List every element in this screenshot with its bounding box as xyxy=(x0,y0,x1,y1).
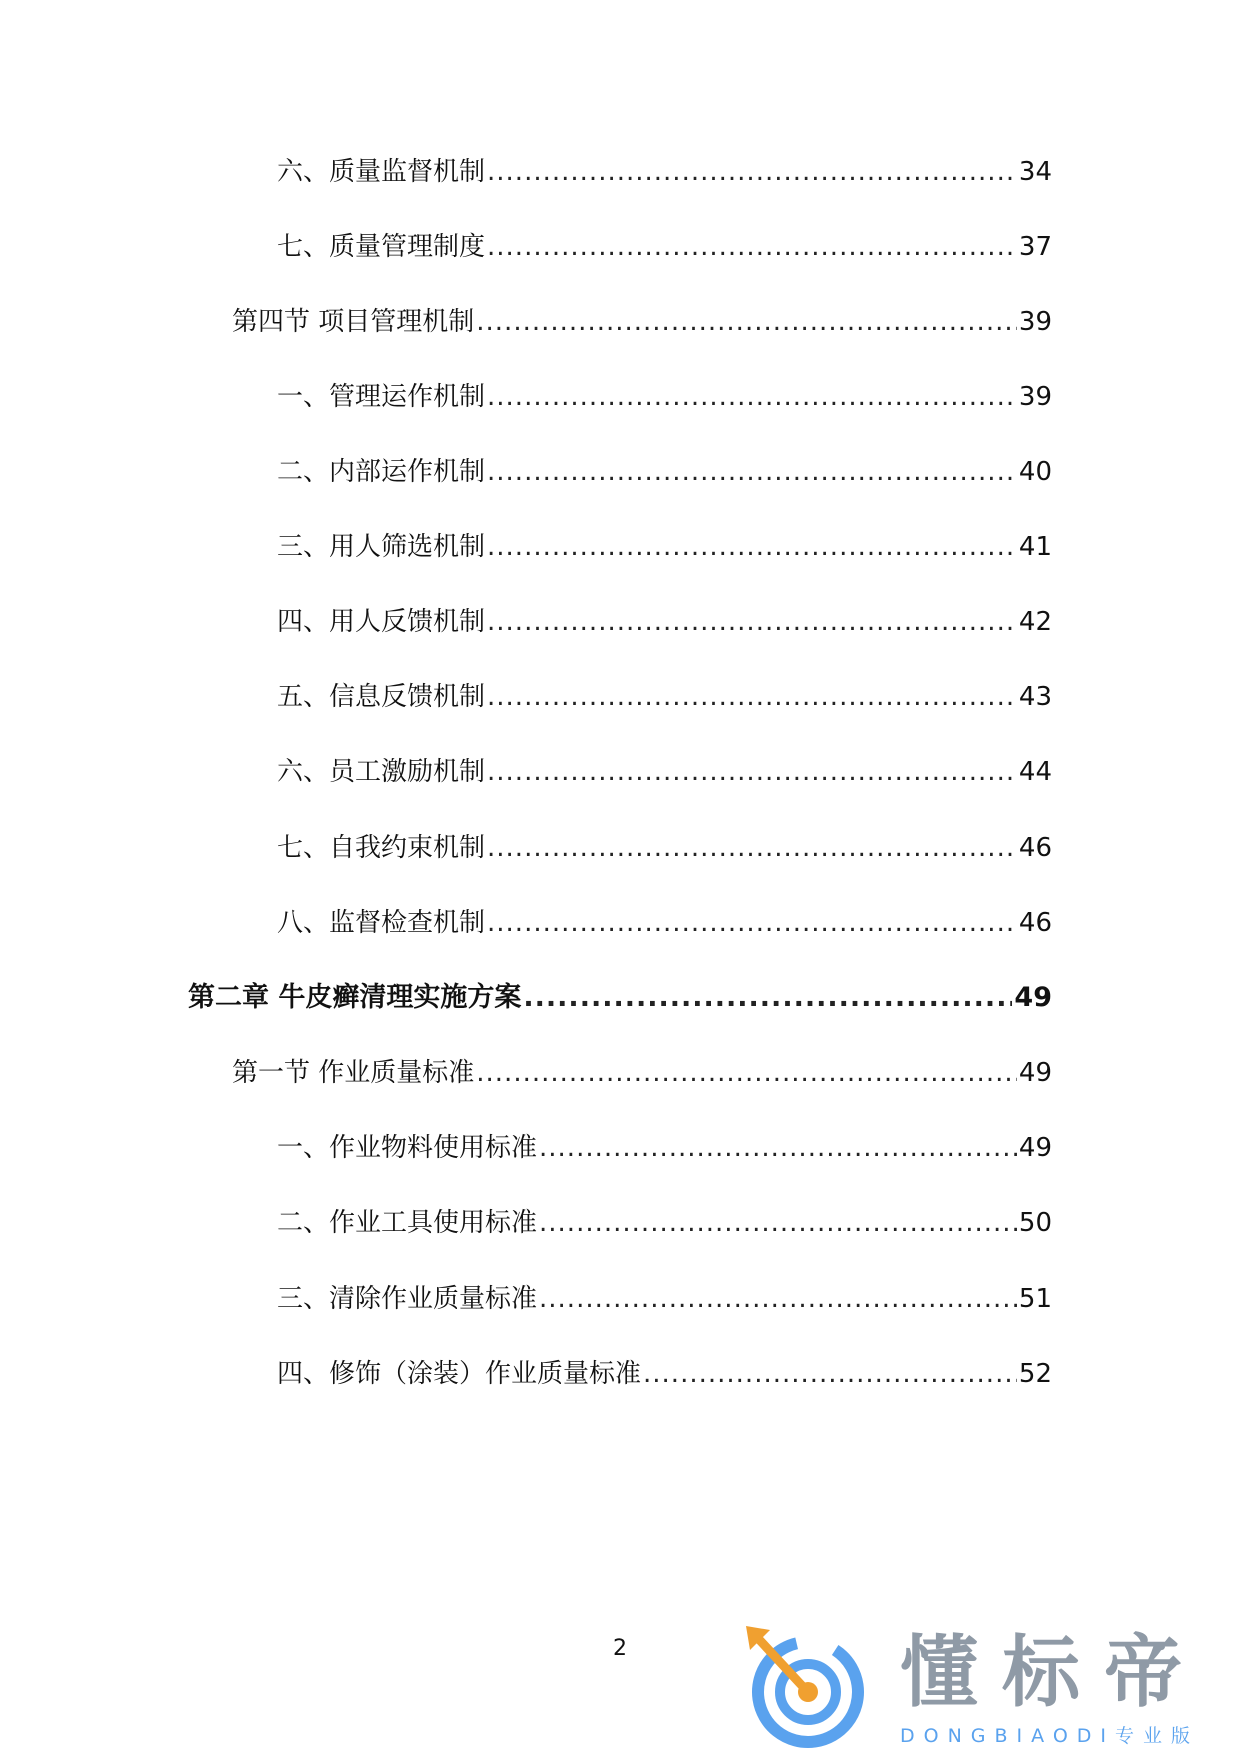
toc-entry-label: 四、用人反馈机制 xyxy=(277,607,486,637)
toc-dot-leader xyxy=(539,1128,1017,1168)
toc-entry-label: 一、管理运作机制 xyxy=(277,382,486,412)
toc-entry[interactable] xyxy=(232,302,1052,342)
toc-entry-page: 46 xyxy=(1018,833,1052,863)
toc-dot-leader xyxy=(643,1354,1017,1394)
toc-entry[interactable] xyxy=(277,602,1052,642)
toc-entry[interactable] xyxy=(277,527,1052,567)
watermark-subtitle: DONGBIAODI专业版 xyxy=(900,1725,1200,1747)
toc-entry[interactable] xyxy=(277,152,1052,192)
toc-entry-page: 39 xyxy=(1018,382,1052,412)
toc-entry-page: 43 xyxy=(1018,682,1052,712)
toc-entry-label: 七、质量管理制度 xyxy=(277,232,486,262)
toc-entry-page: 34 xyxy=(1018,157,1052,187)
toc-dot-leader xyxy=(539,1203,1017,1243)
toc-entry[interactable] xyxy=(277,1279,1052,1319)
toc-dot-leader xyxy=(476,1053,1017,1093)
toc-entry-label: 六、质量监督机制 xyxy=(277,157,486,187)
toc-entry-label: 三、用人筛选机制 xyxy=(277,532,486,562)
toc-entry-label: 五、信息反馈机制 xyxy=(277,682,486,712)
toc-entry-label: 六、员工激励机制 xyxy=(277,757,486,787)
toc-dot-leader xyxy=(487,452,1017,492)
toc-entry-label: 四、修饰（涂装）作业质量标准 xyxy=(277,1359,642,1389)
toc-entry-page: 49 xyxy=(1018,1133,1052,1163)
toc-entry-page: 49 xyxy=(1014,982,1052,1013)
toc-entry[interactable] xyxy=(277,752,1052,792)
toc-entry[interactable] xyxy=(232,1053,1052,1093)
toc-entry[interactable] xyxy=(277,903,1052,943)
toc-entry-page: 40 xyxy=(1018,457,1052,487)
toc-dot-leader xyxy=(476,302,1017,342)
toc-entry[interactable] xyxy=(277,377,1052,417)
watermark xyxy=(740,1620,1220,1750)
target-arrow-icon xyxy=(740,1620,870,1750)
toc-entry[interactable] xyxy=(277,677,1052,717)
toc-dot-leader xyxy=(523,978,1012,1018)
toc-entry-label: 七、自我约束机制 xyxy=(277,833,486,863)
toc-dot-leader xyxy=(487,903,1017,943)
toc-entry-page: 41 xyxy=(1018,532,1052,562)
toc-entry-label: 八、监督检查机制 xyxy=(277,908,486,938)
toc-dot-leader xyxy=(487,377,1017,417)
toc-entry[interactable] xyxy=(277,828,1052,868)
toc-dot-leader xyxy=(487,828,1017,868)
page-number: 2 xyxy=(613,1636,627,1661)
toc-entry[interactable] xyxy=(277,1354,1052,1394)
toc-entry[interactable] xyxy=(277,227,1052,267)
toc-entry-label: 第一节 作业质量标准 xyxy=(232,1058,475,1088)
toc-entry[interactable] xyxy=(277,452,1052,492)
toc-dot-leader xyxy=(539,1279,1017,1319)
watermark-brand-name: 懂标帝 xyxy=(900,1628,1207,1718)
toc-entry-page: 37 xyxy=(1018,232,1052,262)
toc-entry-page: 49 xyxy=(1018,1058,1052,1088)
toc-entry[interactable] xyxy=(277,1128,1052,1168)
toc-entry-label: 三、清除作业质量标准 xyxy=(277,1284,538,1314)
toc-entry-page: 42 xyxy=(1018,607,1052,637)
toc-entry-label: 二、作业工具使用标准 xyxy=(277,1208,538,1238)
toc-dot-leader xyxy=(487,677,1017,717)
toc-entry-page: 46 xyxy=(1018,908,1052,938)
toc-entry-page: 51 xyxy=(1018,1284,1052,1314)
toc-entry-label: 一、作业物料使用标准 xyxy=(277,1133,538,1163)
toc-dot-leader xyxy=(487,152,1017,192)
toc-entry-label: 二、内部运作机制 xyxy=(277,457,486,487)
toc-dot-leader xyxy=(487,752,1017,792)
toc-dot-leader xyxy=(487,227,1017,267)
toc-entry-page: 44 xyxy=(1018,757,1052,787)
toc-entry-page: 39 xyxy=(1018,307,1052,337)
toc-entry-page: 50 xyxy=(1018,1208,1052,1238)
toc-dot-leader xyxy=(487,602,1017,642)
toc-entry-page: 52 xyxy=(1018,1359,1052,1389)
toc-entry-label: 第二章 牛皮癣清理实施方案 xyxy=(188,982,522,1013)
toc-dot-leader xyxy=(487,527,1017,567)
toc-entry-label: 第四节 项目管理机制 xyxy=(232,307,475,337)
toc-entry[interactable] xyxy=(277,1203,1052,1243)
toc-chapter-entry[interactable] xyxy=(188,978,1052,1018)
